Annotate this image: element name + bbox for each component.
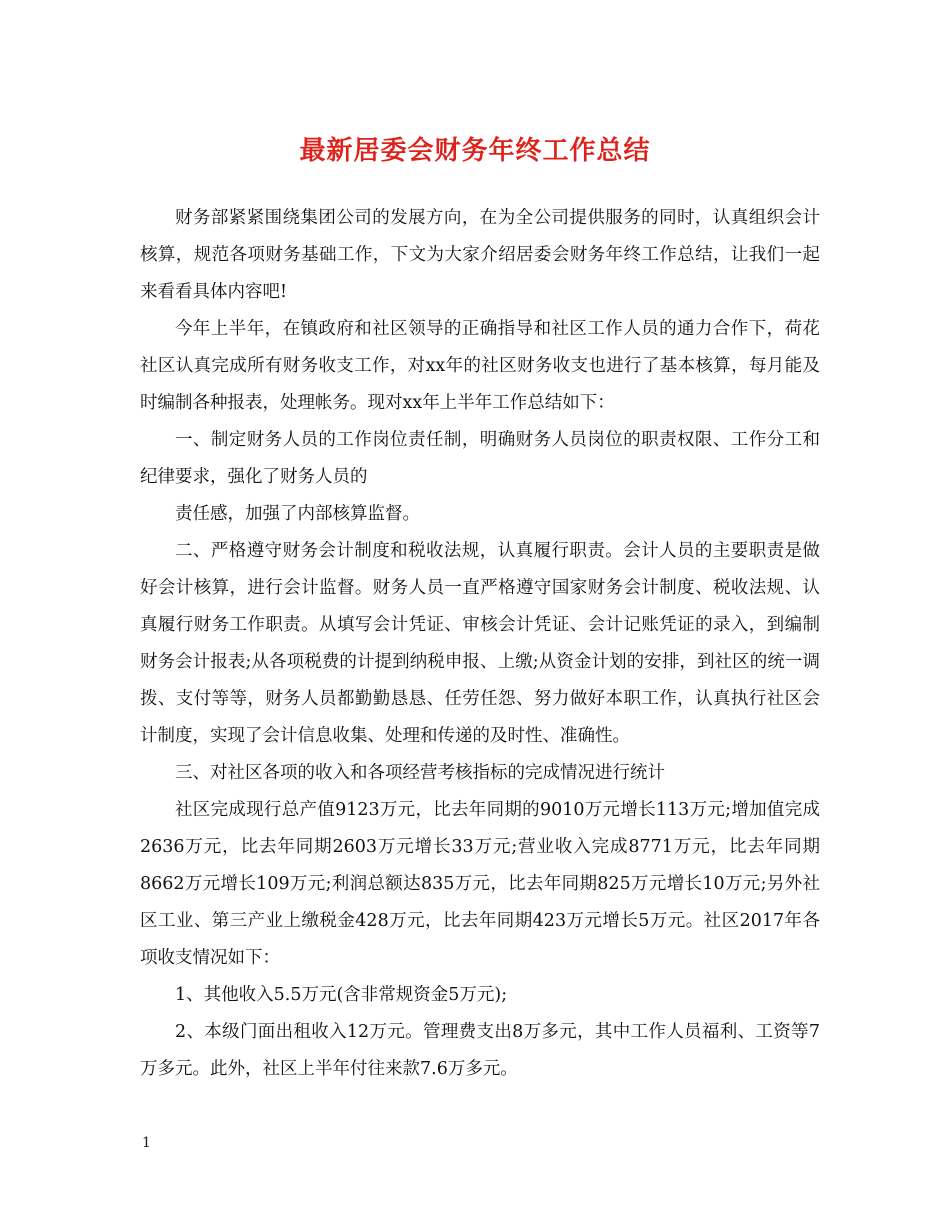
paragraph-item-2: 2、本级门面出租收入12万元。管理费支出8万多元，其中工作人员福利、工资等7万多元。此外，社区上半年付往来款7.6万多元。 xyxy=(140,1022,820,1079)
paragraph-overview: 今年上半年，在镇政府和社区领导的正确指导和社区工作人员的通力合作下，荷花社区认真完成所有财务收支工作，对xx年的社区财务收支也进行了基本核算，每月能及时编制各种报表，处理帐务。现对xx年上半年工作总结如下： xyxy=(140,319,820,413)
page-number: 1 xyxy=(142,1135,151,1151)
paragraph-intro: 财务部紧紧围绕集团公司的发展方向，在为全公司提供服务的同时，认真组织会计核算，规范各项财务基础工作，下文为大家介绍居委会财务年终工作总结，让我们一起来看看具体内容吧! xyxy=(140,208,820,302)
paragraph-section-2: 二、严格遵守财务会计制度和税收法规，认真履行职责。会计人员的主要职责是做好会计核算，进行会计监督。财务人员一直严格遵守国家财务会计制度、税收法规、认真履行财务工作职责。从填写会计凭证、审核会计凭证、会计记账凭证的录入，到编制财务会计报表;从各项税费的计提到纳税申报、上缴;从资金计划的安排，到社区的统一调拨、支付等等，财务人员都勤勤恳恳、任劳任怨、努力做好本职工作，认真执行社区会计制度，实现了会计信息收集、处理和传递的及时性、准确性。 xyxy=(140,541,820,746)
paragraph-statistics: 社区完成现行总产值9123万元，比去年同期的9010万元增长113万元;增加值完成2636万元，比去年同期2603万元增长33万元;营业收入完成8771万元，比去年同期8662万元增长109万元;利润总额达835万元，比去年同期825万元增长10万元;另外社区工业、第三产业上缴税金428万元，比去年同期423万元增长5万元。社区2017年各项收支情况如下： xyxy=(140,800,820,968)
document-title: 最新居委会财务年终工作总结 xyxy=(299,136,651,166)
paragraph-item-1: 1、其他收入5.5万元(含非常规资金5万元); xyxy=(175,985,508,1005)
paragraph-section-1-continued: 责任感，加强了内部核算监督。 xyxy=(175,504,420,524)
paragraph-section-1: 一、制定财务人员的工作岗位责任制，明确财务人员岗位的职责权限、工作分工和纪律要求，强化了财务人员的 xyxy=(140,430,820,487)
paragraph-section-3-heading: 三、对社区各项的收入和各项经营考核指标的完成情况进行统计 xyxy=(175,763,665,783)
document-body xyxy=(140,200,820,1088)
